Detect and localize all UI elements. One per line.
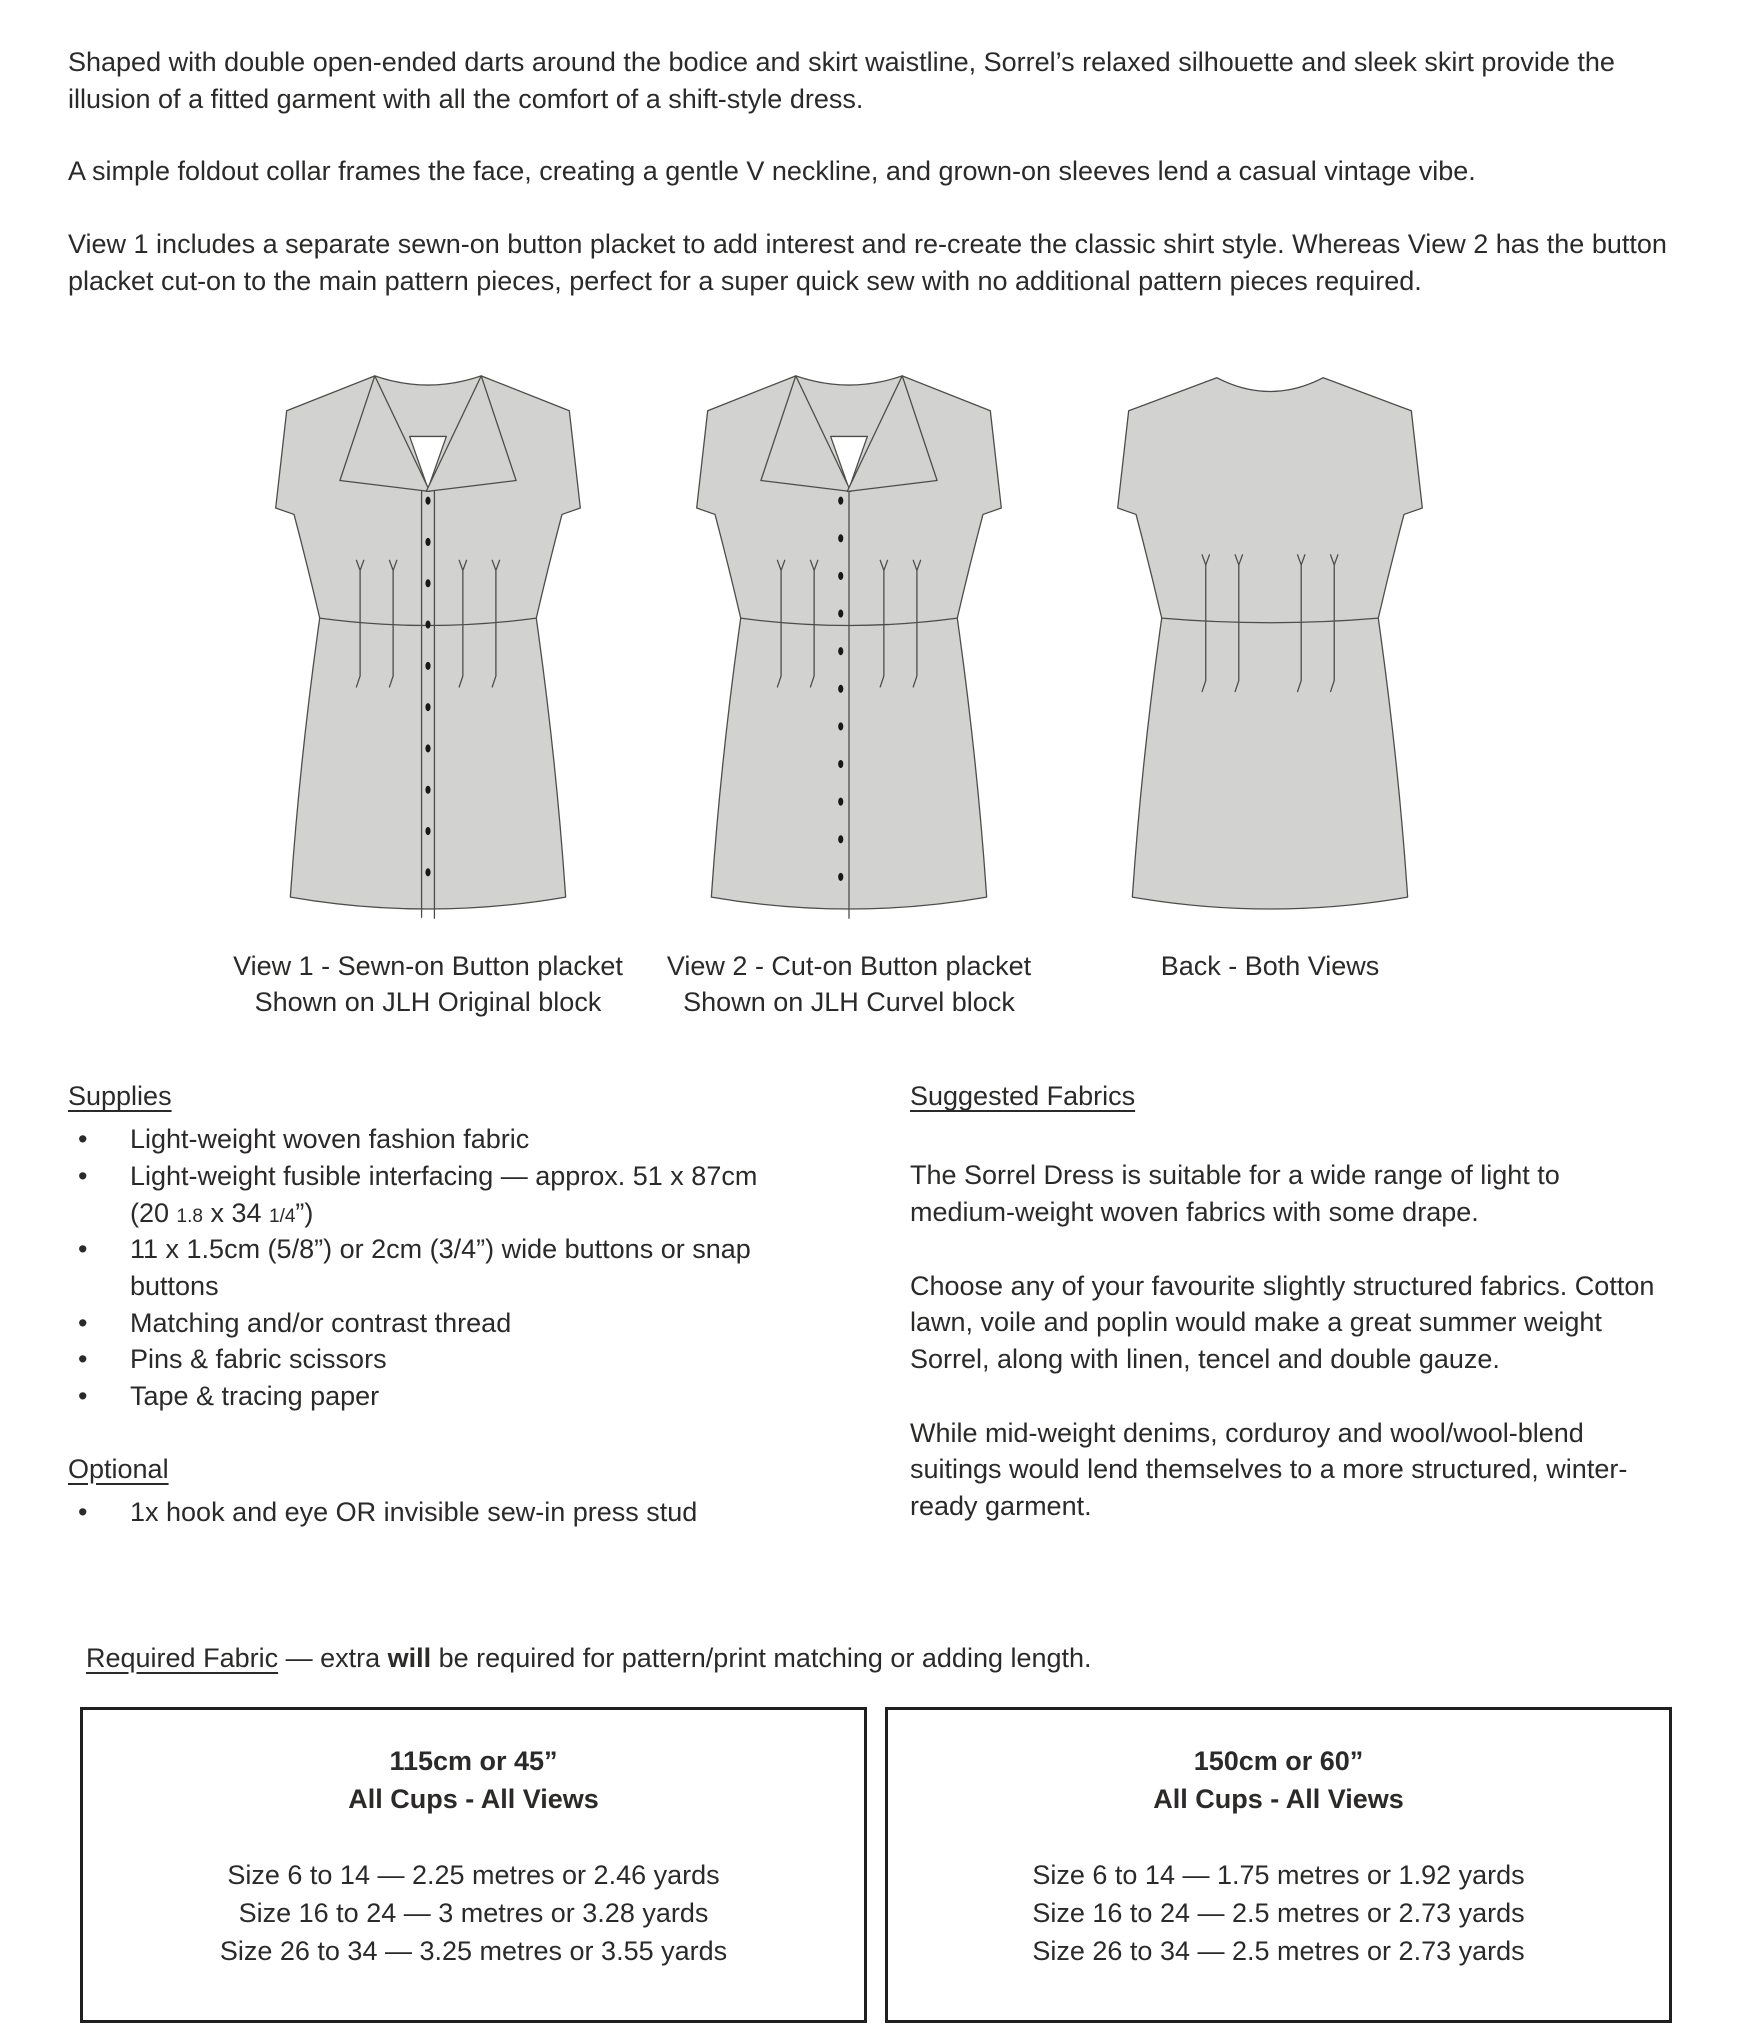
suggested-fabrics-paragraph-1: The Sorrel Dress is suitable for a wide range of light to medium-weight woven fabrics with some drape. [910, 1160, 1560, 1227]
figure-view-1 [218, 372, 638, 1021]
dress-illustrations-row [218, 372, 1480, 1021]
fabric-box-row: Size 26 to 34 — 2.5 metres or 2.73 yards [1032, 1935, 1525, 1966]
caption-line: Back - Both Views [1160, 950, 1380, 981]
caption-line: Shown on JLH Original block [254, 986, 602, 1017]
figure-back [1060, 372, 1480, 1021]
supplies-and-fabrics-columns [68, 1078, 1678, 1561]
list-item: • Light-weight woven fashion fabric [68, 1121, 768, 1158]
fabric-box-row: Size 6 to 14 — 1.75 metres or 1.92 yards [1032, 1859, 1525, 1890]
dress-back-illustration [1114, 372, 1426, 923]
fabric-box-subtitle: All Cups - All Views [348, 1783, 599, 1814]
caption-line: View 2 - Cut-on Button placket [666, 950, 1032, 981]
fraction-small-text: 1.8 [176, 1205, 203, 1227]
fabric-requirement-boxes [80, 1707, 1672, 2023]
dress-front-view1-illustration [272, 372, 584, 923]
list-item [68, 1158, 768, 1231]
fabric-box-150cm [885, 1707, 1672, 2023]
spacer [888, 1818, 1669, 1856]
suggested-fabrics-paragraph-2: Choose any of your favourite slightly structured fabrics. Cotton lawn, voile and poplin would make a great summer weight Sorrel, along with linen, tencel and double gauze. [910, 1270, 1655, 1374]
fabric-box-subtitle: All Cups - All Views [1153, 1783, 1404, 1814]
list-item: • 1x hook and eye OR invisible sew-in press stud [68, 1494, 768, 1531]
supplies-heading: Supplies [68, 1081, 172, 1112]
suggested-fabrics-paragraph-3: While mid-weight denims, corduroy and wool/wool-blend suitings would lend themselves to a more structured, winter-ready garment. [910, 1417, 1628, 1522]
list-item: • 11 x 1.5cm (5/8”) or 2cm (3/4”) wide buttons or snap buttons [68, 1231, 768, 1304]
intro-paragraph-3: View 1 includes a separate sewn-on button placket to add interest and re-create the classic shirt style. Whereas View 2 has the button placket cut-on to the main pattern pieces, perfect for a super quick sew with no additional pattern pieces required. [68, 229, 1667, 296]
required-fabric-bold-will: will [387, 1642, 432, 1673]
optional-section [68, 1451, 768, 1530]
fabric-box-115cm [80, 1707, 867, 2023]
list-item-line1: • Light-weight fusible interfacing — approx. 51 x 87cm [130, 1160, 758, 1191]
fabric-box-row: Size 16 to 24 — 2.5 metres or 2.73 yards [1032, 1897, 1525, 1928]
supplies-column [68, 1078, 768, 1561]
list-item-line2: (20 1.8 x 34 1/4”) [130, 1197, 314, 1228]
caption-line: Shown on JLH Curvel block [683, 986, 1015, 1017]
fabric-box-row: Size 16 to 24 — 3 metres or 3.28 yards [238, 1897, 709, 1928]
list-item: • Tape & tracing paper [68, 1378, 768, 1415]
dress-front-view2-illustration [693, 372, 1005, 923]
figure-view-2 [639, 372, 1059, 1021]
fabric-box-row: Size 26 to 34 — 3.25 metres or 3.55 yards [219, 1935, 728, 1966]
fraction-small-text: 1/4 [269, 1205, 296, 1227]
intro-paragraph-2: A simple foldout collar frames the face, creating a gentle V neckline, and grown-on sleeves lend a casual vintage vibe. [68, 156, 1476, 187]
figure-view-1-caption [233, 949, 623, 1021]
suggested-fabrics-column [910, 1078, 1655, 1561]
optional-heading: Optional [68, 1453, 169, 1484]
figure-back-caption [1161, 949, 1380, 985]
list-item: • Matching and/or contrast thread [68, 1305, 768, 1342]
optional-list [68, 1494, 768, 1531]
fabric-box-title: 150cm or 60” [1193, 1745, 1364, 1776]
intro-paragraph-1: Shaped with double open-ended darts around the bodice and skirt waistline, Sorrel’s relaxed silhouette and sleek skirt provide the illusion of a fitted garment with all the comfort of a shift-style dress. [68, 47, 1615, 114]
fabric-box-title: 115cm or 45” [389, 1745, 558, 1776]
supplies-list [68, 1121, 768, 1415]
suggested-fabrics-heading: Suggested Fabrics [910, 1081, 1136, 1112]
fabric-box-row: Size 6 to 14 — 2.25 metres or 2.46 yards [227, 1859, 720, 1890]
list-item: • Pins & fabric scissors [68, 1341, 768, 1378]
caption-line: View 1 - Sewn-on Button placket [233, 950, 623, 981]
required-fabric-line: Required Fabric — extra will be required for pattern/print matching or adding length. [86, 1642, 1092, 1673]
figure-view-2-caption [667, 949, 1031, 1021]
intro-section [68, 44, 1678, 300]
spacer [83, 1818, 864, 1856]
required-fabric-label: Required Fabric [86, 1642, 279, 1673]
